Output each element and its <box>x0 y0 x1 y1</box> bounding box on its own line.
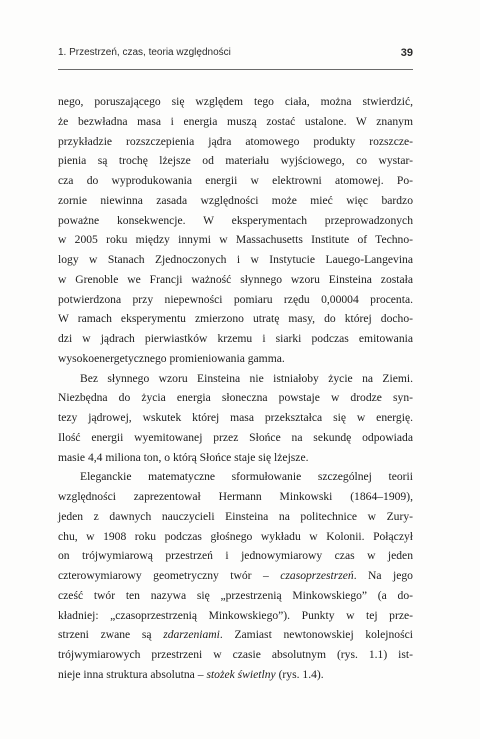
text-line <box>58 171 413 191</box>
text-run: . Zamiast newtonowskiej kolejności <box>219 628 413 642</box>
text-line <box>58 92 413 112</box>
text-run: potwierdzona przy niepewności pomiaru rzędu 0,00004 procenta. <box>58 292 413 306</box>
page-number: 39 <box>400 47 413 59</box>
text-run: chu, w 1908 roku podczas głośnego wykładu w Kolonii. Połączył <box>58 529 413 543</box>
text-run: czterowymiarowy geometryczny twór – <box>58 569 281 582</box>
text-run: kładniej: „czasoprzestrzenią Minkowskiego”). Punkty w tej prze- <box>58 608 413 622</box>
text-line <box>58 112 413 132</box>
text-run: (rys. 1.4). <box>275 667 324 681</box>
italic-term: zdarzeniami <box>163 628 220 642</box>
text-line <box>58 606 413 626</box>
text-line <box>58 132 413 152</box>
italic-term: stożek świetlny <box>206 667 276 681</box>
text-run: jeden z dawnych nauczycieli Einsteina na politechnice w Zury- <box>58 509 413 523</box>
text-line <box>58 408 413 428</box>
text-run: że bezwładna masa i energia muszą zostać ustalone. W znanym <box>58 114 413 128</box>
text-line <box>58 309 413 329</box>
text-run: trójwymiarowych przestrzeni w czasie absolutnym (rys. 1.1) ist- <box>58 648 413 661</box>
text-run: nego, poruszającego się względem tego ciała, można stwierdzić, <box>58 95 413 108</box>
text-line <box>58 546 413 566</box>
running-header <box>58 47 413 63</box>
body-text <box>58 92 413 685</box>
text-run: przykładzie rozszczepienia jądra atomowego produkty rozszcze- <box>58 134 413 148</box>
text-run: dzi w jądrach pierwiastków krzemu i siarki podczas emitowania <box>58 332 413 345</box>
paragraph <box>58 369 413 468</box>
text-run: W ramach eksperymentu zmierzono utratę masy, do której docho- <box>58 312 413 326</box>
text-line <box>58 329 413 349</box>
text-run: strzeni zwane są <box>58 628 164 642</box>
text-run: w 2005 roku między innymi w Massachusetts Institute of Techno- <box>58 233 413 247</box>
text-line <box>58 230 413 250</box>
text-line <box>58 349 413 369</box>
text-line <box>58 645 413 665</box>
chapter-title: 1. Przestrzeń, czas, teoria względności <box>58 47 231 58</box>
italic-term: czasoprzestrzeń <box>280 569 354 582</box>
text-line <box>58 448 413 468</box>
text-line <box>58 665 413 685</box>
text-line <box>58 467 413 487</box>
text-run: pienia są trochę lżejsze od materiału wyjściowego, co wystar- <box>58 154 413 168</box>
text-run: nieje inna struktura absolutna – <box>58 667 207 681</box>
text-line <box>58 388 413 408</box>
text-run: cza do wyprodukowania energii w elektrowni atomowej. Po- <box>58 174 413 187</box>
text-line <box>58 586 413 606</box>
text-run: tezy jądrowej, wskutek której masa przekształca się w energię. <box>58 411 413 424</box>
text-line <box>58 566 413 586</box>
text-run: Eleganckie matematyczne sformułowanie szczególnej teorii <box>80 470 413 484</box>
text-run: w Grenoble we Francji ważność słynnego wzoru Einsteina została <box>58 272 413 286</box>
text-run: względności zaprezentował Hermann Minkowski (1864–1909), <box>58 490 413 503</box>
text-line <box>58 250 413 270</box>
text-run: Bez słynnego wzoru Einsteina nie istniałoby życie na Ziemi. <box>80 371 413 385</box>
text-line <box>58 270 413 290</box>
text-line <box>58 487 413 507</box>
text-run: wysokoenergetycznego promieniowania gamma. <box>58 351 285 365</box>
text-line <box>58 527 413 547</box>
text-line <box>58 369 413 389</box>
text-line <box>58 507 413 527</box>
text-run: cześć twór ten nazywa się „przestrzenią Minkowskiego” (a do- <box>58 588 413 602</box>
text-run: zornie niewinna zasada względności może mieć więc bardzo <box>58 193 413 207</box>
text-line <box>58 151 413 171</box>
text-run: logy w Stanach Zjednoczonych i w Instytucie Lauego-Langevina <box>58 253 413 266</box>
text-line <box>58 625 413 645</box>
paragraph <box>58 467 413 684</box>
text-run: on trójwymiarową przestrzeń i jednowymiarowy czas w jeden <box>58 549 413 563</box>
text-line <box>58 428 413 448</box>
text-line <box>58 211 413 231</box>
text-run: masie 4,4 miliona ton, o którą Słońce staje się lżejsze. <box>58 450 309 464</box>
paragraph <box>58 92 413 369</box>
text-run: Ilość energii wyemitowanej przez Słońce na sekundę odpowiada <box>58 430 413 444</box>
text-line <box>58 191 413 211</box>
text-run: . Na jego <box>353 569 413 582</box>
text-run: poważne konsekwencje. W eksperymentach przeprowadzonych <box>58 213 413 227</box>
text-line <box>58 290 413 310</box>
text-run: Niezbędna do życia energia słoneczna powstaje w drodze syn- <box>58 391 413 405</box>
header-rule <box>58 69 413 70</box>
